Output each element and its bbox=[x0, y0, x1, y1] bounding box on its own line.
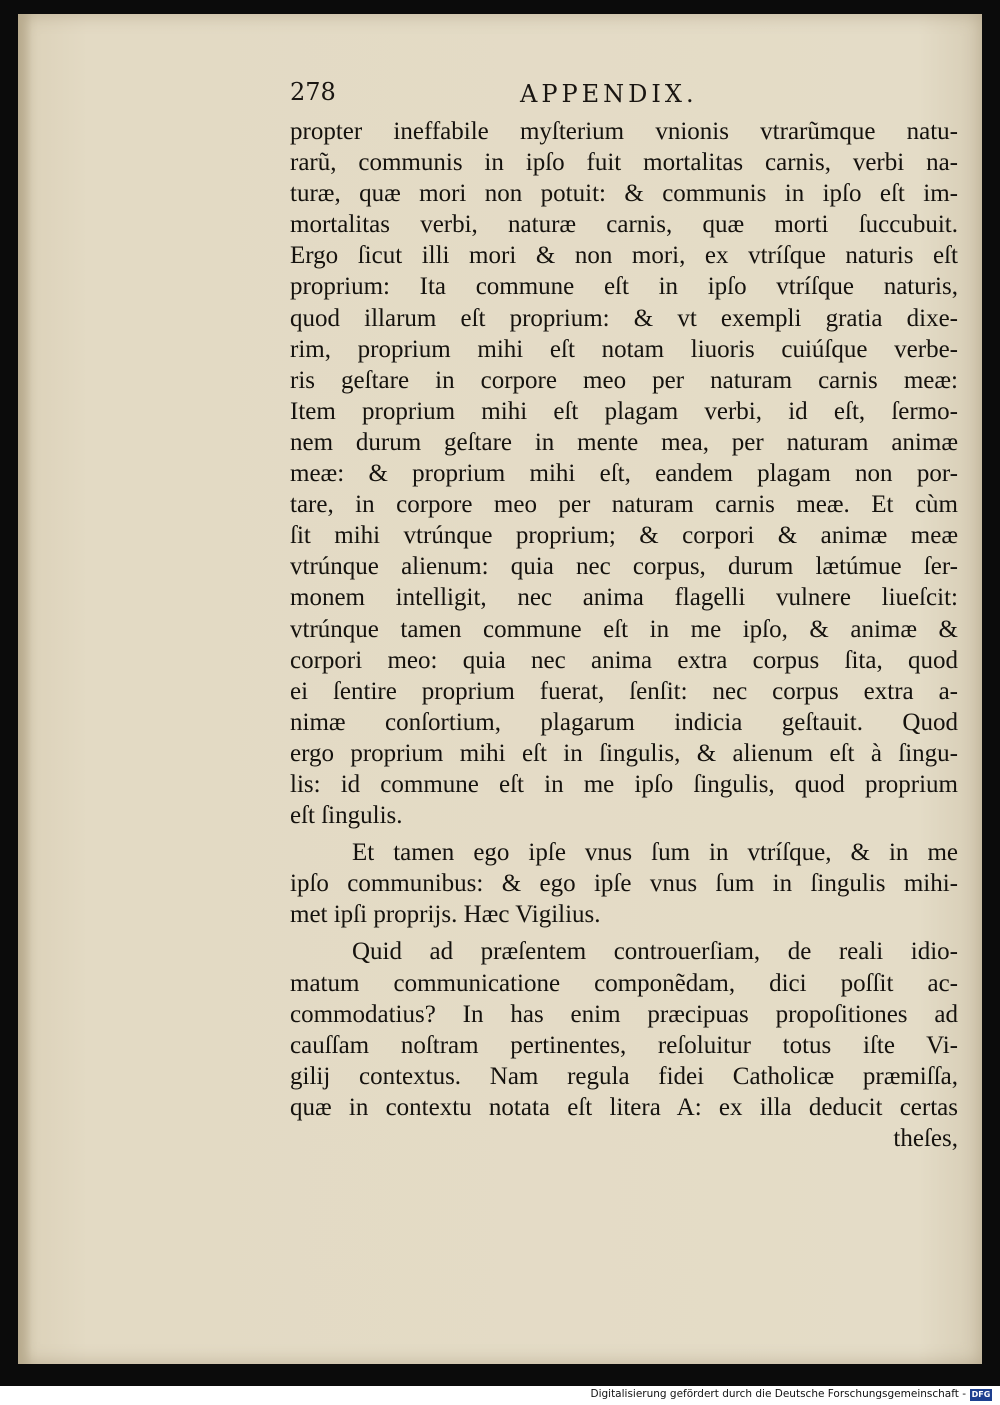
text-line: quod illarum eſt proprium: & vt exempli gratia dixe- bbox=[290, 304, 958, 332]
text-line: meæ: & proprium mihi eſt, eandem plagam non por- bbox=[290, 460, 958, 488]
catchword: theſes, bbox=[893, 1125, 958, 1152]
body-text bbox=[290, 116, 958, 1154]
text-line: matum communicatione componẽdam, dici poſſit ac- bbox=[290, 969, 958, 997]
text-line: corpori meo: quia nec anima extra corpus ſita, quod bbox=[290, 646, 958, 674]
text-line: rim, proprium mihi eſt notam liuoris cuiúſque verbe- bbox=[290, 335, 958, 363]
text-line: rarũ, communis in ipſo fuit mortalitas carnis, verbi na- bbox=[290, 149, 958, 177]
text-line: vtrúnque alienum: quia nec corpus, durum lætúmue ſer- bbox=[290, 553, 958, 581]
text-line: ei ſentire proprium fuerat, ſenſit: nec corpus extra a- bbox=[290, 677, 958, 705]
text-line: nimæ conſortium, plagarum indicia geſtauit. Quod bbox=[290, 708, 958, 736]
text-line: nem durum geſtare in mente mea, per naturam animæ bbox=[290, 428, 958, 456]
text-line: gilij contextus. Nam regula fidei Catholicæ præmiſſa, bbox=[290, 1062, 958, 1090]
paragraph-start-line: Et tamen ego ipſe vnus ſum in vtríſque, & in me bbox=[352, 839, 958, 867]
text-line: ergo proprium mihi eſt in ſingulis, & alienum eſt à ſingu- bbox=[290, 739, 958, 767]
text-line: ris geſtare in corpore meo per naturam carnis meæ: bbox=[290, 366, 958, 394]
text-line: monem intelligit, nec anima flagelli vulnere liueſcit: bbox=[290, 584, 958, 612]
text-line: propter ineffabile myſterium vnionis vtrarũmque natu- bbox=[290, 118, 958, 145]
dfg-logo-icon: DFG bbox=[971, 1390, 991, 1399]
text-line: Ergo ſicut illi mori & non mori, ex vtríſque naturis eſt bbox=[290, 242, 958, 270]
text-line: commodatius? In has enim præcipuas propoſitiones ad bbox=[290, 1000, 958, 1028]
text-line: lis: id commune eſt in me ipſo ſingulis, quod proprium bbox=[290, 770, 958, 798]
text-line: met ipſi proprijs. Hæc Vigilius. bbox=[290, 901, 601, 929]
text-line: cauſſam noſtram pertinentes, reſoluitur totus iſte Vi- bbox=[290, 1031, 958, 1059]
text-line: Item proprium mihi eſt plagam verbi, id eſt, ſermo- bbox=[290, 397, 958, 425]
text-line: ſit mihi vtrúnque proprium; & corpori & animæ meæ bbox=[290, 522, 958, 550]
text-line: proprium: Ita commune eſt in ipſo vtríſque naturis, bbox=[290, 273, 958, 301]
text-line: ipſo communibus: & ego ipſe vnus ſum in ſingulis mihi- bbox=[290, 870, 958, 898]
text-line: vtrúnque tamen commune eſt in me ipſo, & animæ & bbox=[290, 615, 958, 643]
page-edge-shadow bbox=[18, 14, 32, 1364]
text-line: mortalitas verbi, naturæ carnis, quæ morti ſuccubuit. bbox=[290, 211, 958, 239]
text-line: quæ in contextu notata eſt litera A: ex illa deducit certas bbox=[290, 1093, 958, 1121]
text-line: tare, in corpore meo per naturam carnis meæ. Et cùm bbox=[290, 491, 958, 519]
text-line: turæ, quæ mori non potuit: & communis in ipſo eſt im- bbox=[290, 180, 958, 208]
paragraph-start-line: Quid ad præſentem controuerſiam, de reali idio- bbox=[352, 938, 958, 966]
funding-credit: Digitalisierung gefördert durch die Deutsche Forschungsgemeinschaft - bbox=[590, 1388, 966, 1400]
running-head: APPENDIX. bbox=[520, 80, 698, 108]
page-number: 278 bbox=[290, 78, 336, 106]
text-line: eſt ſingulis. bbox=[290, 802, 403, 830]
